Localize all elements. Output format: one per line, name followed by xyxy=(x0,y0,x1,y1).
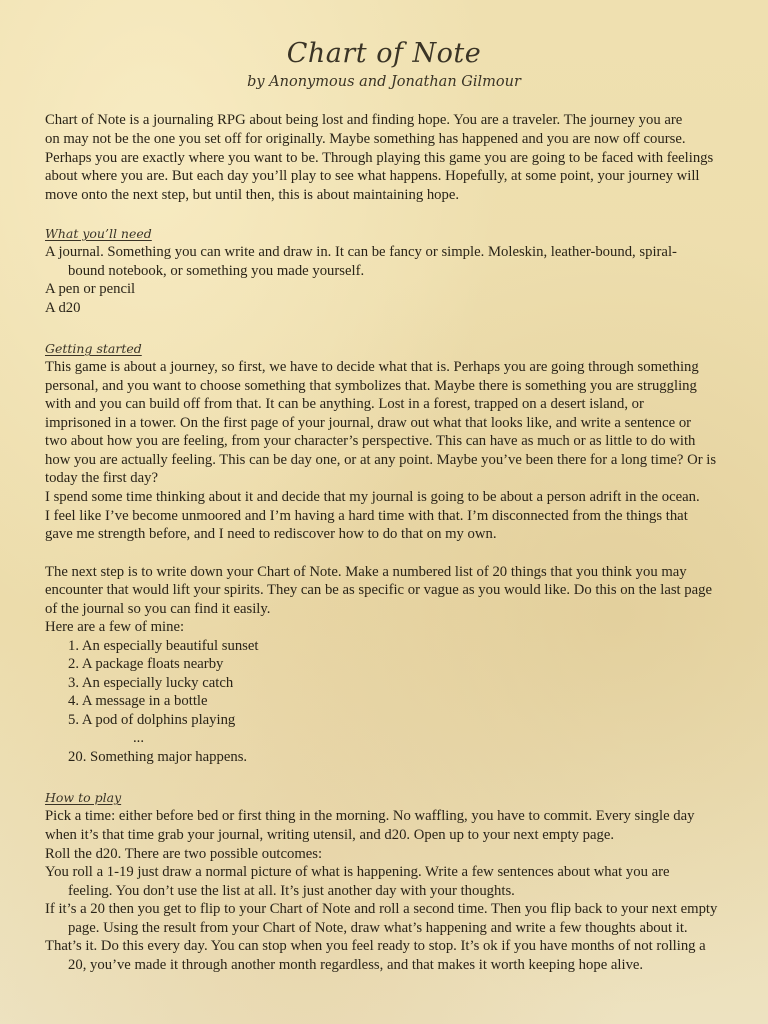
chart-line: The next step is to write down your Chart of Note. Make a numbered list of 20 things that you think you may xyxy=(45,564,687,580)
need-line: bound notebook, or something you made yourself. xyxy=(68,263,365,279)
list-item: 5. A pod of dolphins playing xyxy=(68,712,236,728)
need-line: A journal. Something you can write and draw in. It can be fancy or simple. Moleskin, leather-bound, spiral- xyxy=(45,244,677,260)
play-line: If it’s a 20 then you get to flip to your Chart of Note and roll a second time. Then you flip back to your next empty xyxy=(45,901,718,917)
need-line: A pen or pencil xyxy=(45,281,136,297)
start-line: with and you can build off from that. It can be anything. Lost in a forest, trapped on a desert island, or xyxy=(45,396,644,412)
list-item: 2. A package floats nearby xyxy=(68,656,224,672)
intro-line: move onto the next step, but until then, this is about maintaining hope. xyxy=(45,187,460,203)
start-line: imprisoned in a tower. On the first page of your journal, draw out what that looks like, and write a sentence or xyxy=(45,415,692,431)
play-line: page. Using the result from your Chart of Note, draw what’s happening and write a few thoughts about it. xyxy=(68,920,688,936)
list-item: 3. An especially lucky catch xyxy=(68,675,234,691)
play-line: Pick a time: either before bed or first thing in the morning. No waffling, you have to commit. Every single day xyxy=(45,808,695,824)
start-line: personal, and you want to choose something that symbolizes that. Maybe there is something you are struggling xyxy=(45,378,697,394)
list-item: 20. Something major happens. xyxy=(68,749,248,765)
play-line: 20, you’ve made it through another month regardless, and that makes it worth keeping hope alive. xyxy=(68,957,644,973)
start-line: I spend some time thinking about it and decide that my journal is going to be about a person adrift in the ocean. xyxy=(45,489,700,505)
need-line: A d20 xyxy=(45,300,81,316)
section-heading-need: What you’ll need xyxy=(45,226,152,241)
chart-line: Here are a few of mine: xyxy=(45,619,185,635)
list-ellipsis: ... xyxy=(133,730,145,746)
start-line: two about how you are feeling, from your character’s perspective. This can have as much or as little to do with xyxy=(45,433,696,449)
play-line: Roll the d20. There are two possible outcomes: xyxy=(45,846,323,862)
start-line: today the first day? xyxy=(45,470,158,486)
intro-line: about where you are. But each day you’ll play to see what happens. Hopefully, at some point, your journey will xyxy=(45,168,700,184)
play-line: You roll a 1-19 just draw a normal picture of what is happening. Write a few sentences about what you are xyxy=(45,864,670,880)
list-item: 4. A message in a bottle xyxy=(68,693,208,709)
section-heading-start: Getting started xyxy=(45,341,142,356)
author-byline: by Anonymous and Jonathan Gilmour xyxy=(247,74,521,90)
chart-line: encounter that would lift your spirits. They can be as specific or vague as you would like. Do this on the last page xyxy=(45,582,713,598)
start-line: how you are actually feeling. This can be day one, or at any point. Maybe you’ve been there for a long time? Or is xyxy=(45,452,717,468)
start-line: This game is about a journey, so first, we have to decide what that is. Perhaps you are going through something xyxy=(45,359,699,375)
section-heading-play: How to play xyxy=(45,790,122,805)
intro-line: Chart of Note is a journaling RPG about being lost and finding hope. You are a traveler. The journey you are xyxy=(45,112,683,128)
list-item: 1. An especially beautiful sunset xyxy=(68,638,259,654)
start-line: I feel like I’ve become unmoored and I’m having a hard time with that. I’m disconnected from the things that xyxy=(45,508,688,524)
page-title: Chart of Note xyxy=(286,38,482,69)
play-line: feeling. You don’t use the list at all. It’s just another day with your thoughts. xyxy=(68,883,515,899)
play-line: when it’s that time grab your journal, writing utensil, and d20. Open up to your next empty page. xyxy=(45,827,615,843)
chart-line: of the journal so you can find it easily. xyxy=(45,601,271,617)
intro-line: Perhaps you are exactly where you want to be. Through playing this game you are going to be faced with feelings xyxy=(45,150,714,166)
play-line: That’s it. Do this every day. You can stop when you feel ready to stop. It’s ok if you have months of not rolling a xyxy=(45,938,706,954)
intro-line: on may not be the one you set off for originally. Maybe something has happened and you are now off course. xyxy=(45,131,686,147)
start-line: gave me strength before, and I need to rediscover how to do that on my own. xyxy=(45,526,497,542)
